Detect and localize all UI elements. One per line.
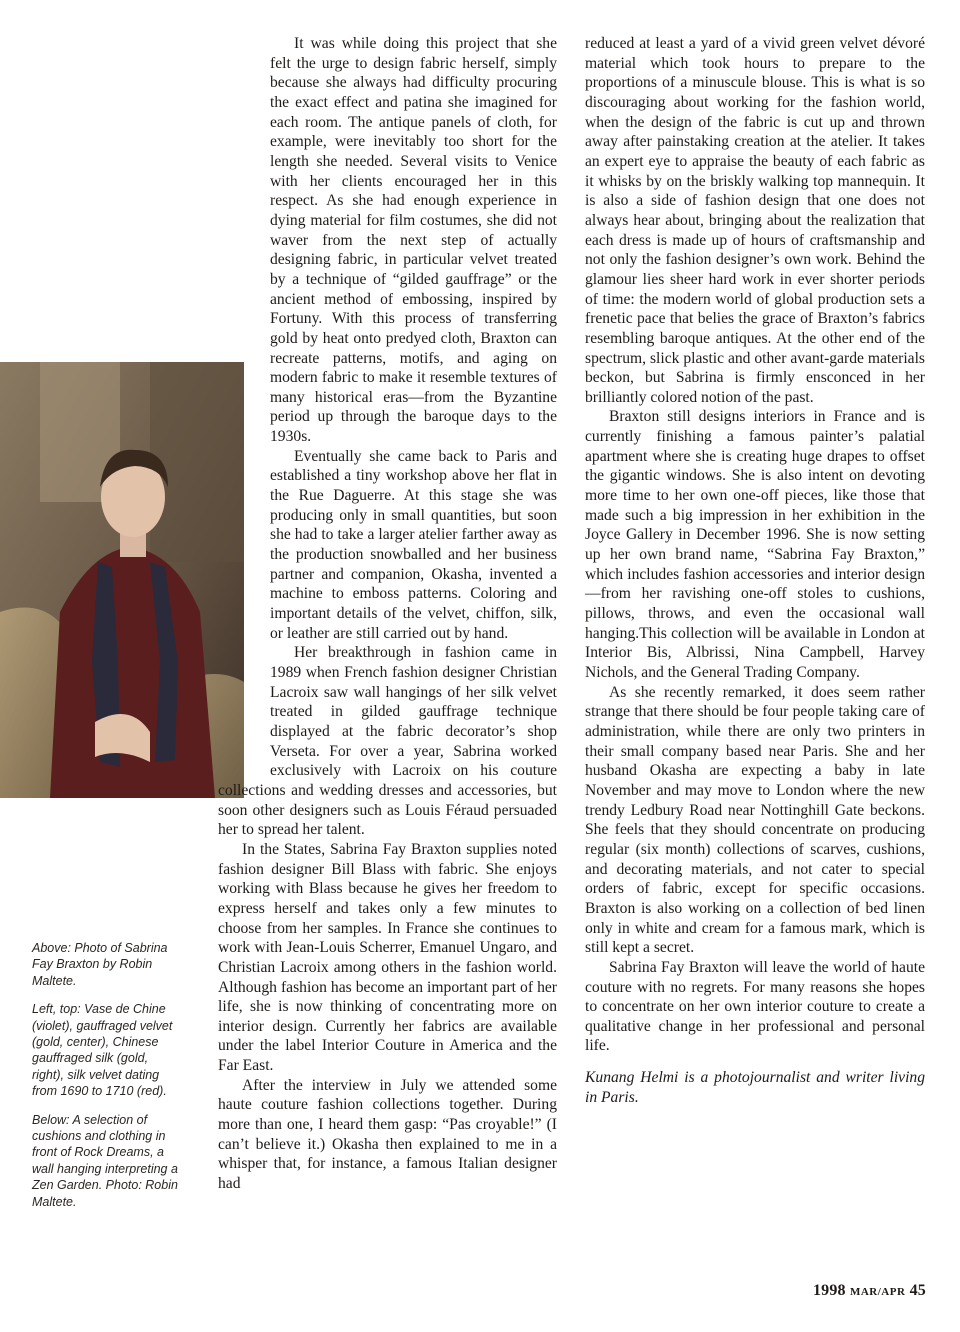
caption-below: Below: A selection of cushions and clothing in front of Rock Dreams, a wall hanging interpreting a Zen Garden. Photo: Robin Maltete. — [32, 1112, 178, 1209]
author-byline: Kunang Helmi is a photojournalist and writer living in Paris. — [585, 1069, 925, 1106]
portrait-illustration — [0, 362, 244, 798]
portrait-photo — [0, 362, 244, 798]
folio-page-number: 45 — [909, 1282, 926, 1299]
article-column-1 — [218, 34, 557, 1194]
paragraph: Braxton still designs interiors in France and is currently finishing a famous painter’s palatial apartment where she is creating huge drapes to offset the gigantic windows. She is also intent on devoting more time to her own one-off pieces, like those that made such a big impression in her exhibition in the Joyce Gallery in December 1996. She is now setting up her own brand name, “Sabrina Fay Braxton,” which includes fashion accessories and interior design—from her ravishing one-off stoles to cushions, pillows, throws, and even the occasional wall hanging.This collection will be available in London at Interior Bis, Albrissi, Nina Campbell, Harvey Nichols, and the General Trading Company. — [585, 408, 925, 681]
folio-year: 1998 — [812, 1282, 846, 1299]
paragraph: As she recently remarked, it does seem rather strange that there should be four people taking care of administration, while there are only two printers in their small company based near Paris. She and her husband Okasha are expecting a baby in late November and may move to London where the new trendy Ledbury Road near Nottinghill Gate beckons. She feels that they should concentrate on producing regular (six month) collections of scarves, cushions, and decorating materials, and not cater to special orders of fabric, except for specific occasions. Braxton is also working on a collection of bed linen only in white and cream for a famous mark, which is still kept a secret. — [585, 683, 925, 957]
paragraph: reduced at least a yard of a vivid green velvet dévoré material which took hours to prepare to the proportions of a minuscule blouse. This is what is so discouraging about working for the fashion world, when the design of the fabric is cut up and thrown away after painstaking creation at the atelier. It takes an expert eye to appraise the beauty of each fabric as it whisks by on the briskly walking top mannequin. It is also a side of fashion design that one does not always hear about, bringing about the realization that each dress is made up of hours of craftsmanship and not only the fashion designer’s own work. Behind the glamour lies sheer hard work in ever shorter periods of time: the modern world of global production sets a frenetic pace that belies the grace of Braxton’s fabrics resembling baroque antiques. At the other end of the spectrum, slick plastic and other avant-garde materials beckon, but Sabrina is firmly ensconced in her brilliantly colored notion of the past. — [585, 35, 925, 406]
photo-wrap-spacer — [218, 342, 270, 778]
paragraph: Eventually she came back to Paris and established a tiny workshop above her flat in the Rue Daguerre. At this stage she was producing only in small quantities, but soon she had to take a larger atelier farther away as the production snowballed and her business partner and companion, Okasha, invented a machine to emboss patterns. Coloring and important details of the velvet, chiffon, silk, or leather are still carried out by hand. — [270, 447, 557, 642]
caption-left-top: Left, top: Vase de Chine (violet), gauffraged velvet (gold, center), Chinese gauffraged silk (gold, right), silk velvet dating from 1690 to 1710 (red). — [32, 1002, 173, 1099]
paragraph: After the interview in July we attended some haute couture fashion collections together. During more than one, I heard them gasp: “Pas croyable!” (I can’t believe it.) Okasha then explained to me in a whisper that, for instance, a famous Italian designer had — [218, 1076, 557, 1193]
paragraph: Sabrina Fay Braxton will leave the world of haute couture with no regrets. For many reasons she hopes to concentrate on her own interior couture to create a qualitative change in her professional and personal life. — [585, 958, 925, 1055]
article-column-2 — [585, 34, 925, 1107]
page-folio — [813, 1282, 926, 1300]
folio-issue: MAR/APR — [849, 1286, 906, 1298]
photo-captions — [32, 940, 182, 1222]
paragraph: Her breakthrough in fashion came in 1989 when French fashion designer Christian Lacroix saw wall hangings of her silk velvet treated in gilded gauffrage technique displayed at the fabric decorator’s shop Verseta. For over a year, Sabrina worked exclusively with Lacroix on his couture collections and wedding dresses and accessories, but soon other designers such as Louis Féraud persuaded her to spread her talent. — [218, 644, 557, 839]
paragraph: It was while doing this project that she felt the urge to design fabric herself, simply because she always had difficulty procuring the exact effect and patina she imagined for each room. The antique panels of cloth, for example, were inevitably too short for the length she needed. Several visits to Venice with her clients encouraged her in this respect. As she had enough experience in dying material for film costumes, she did not waver from the next step of actually designing fabric, in particular velvet treated by a technique of “gilded gauffrage” or the ancient method of embossing, inspired by Fortuny. With this process of transferring gold by heat onto predyed cloth, Braxton can recreate patterns, motifs, and aging on modern fabric to make it resemble textures of many historical eras—from the Byzantine period up through the baroque days to the 1930s. — [270, 35, 557, 446]
caption-above: Above: Photo of Sabrina Fay Braxton by Robin Maltete. — [32, 941, 168, 988]
paragraph: In the States, Sabrina Fay Braxton supplies noted fashion designer Bill Blass with fabric. She enjoys working with Blass because he gives her freedom to express herself and takes only a few minutes to choose from her samples. In France she continues to work with Jean-Louis Scherrer, Emanuel Ungaro, and Christian Lacroix among others in the fashion world. Although fashion has become an important part of her life, she is now thinking of concentrating more on interior design. Currently her fabrics are available under the label Interior Couture in America and the Far East. — [218, 840, 557, 1075]
